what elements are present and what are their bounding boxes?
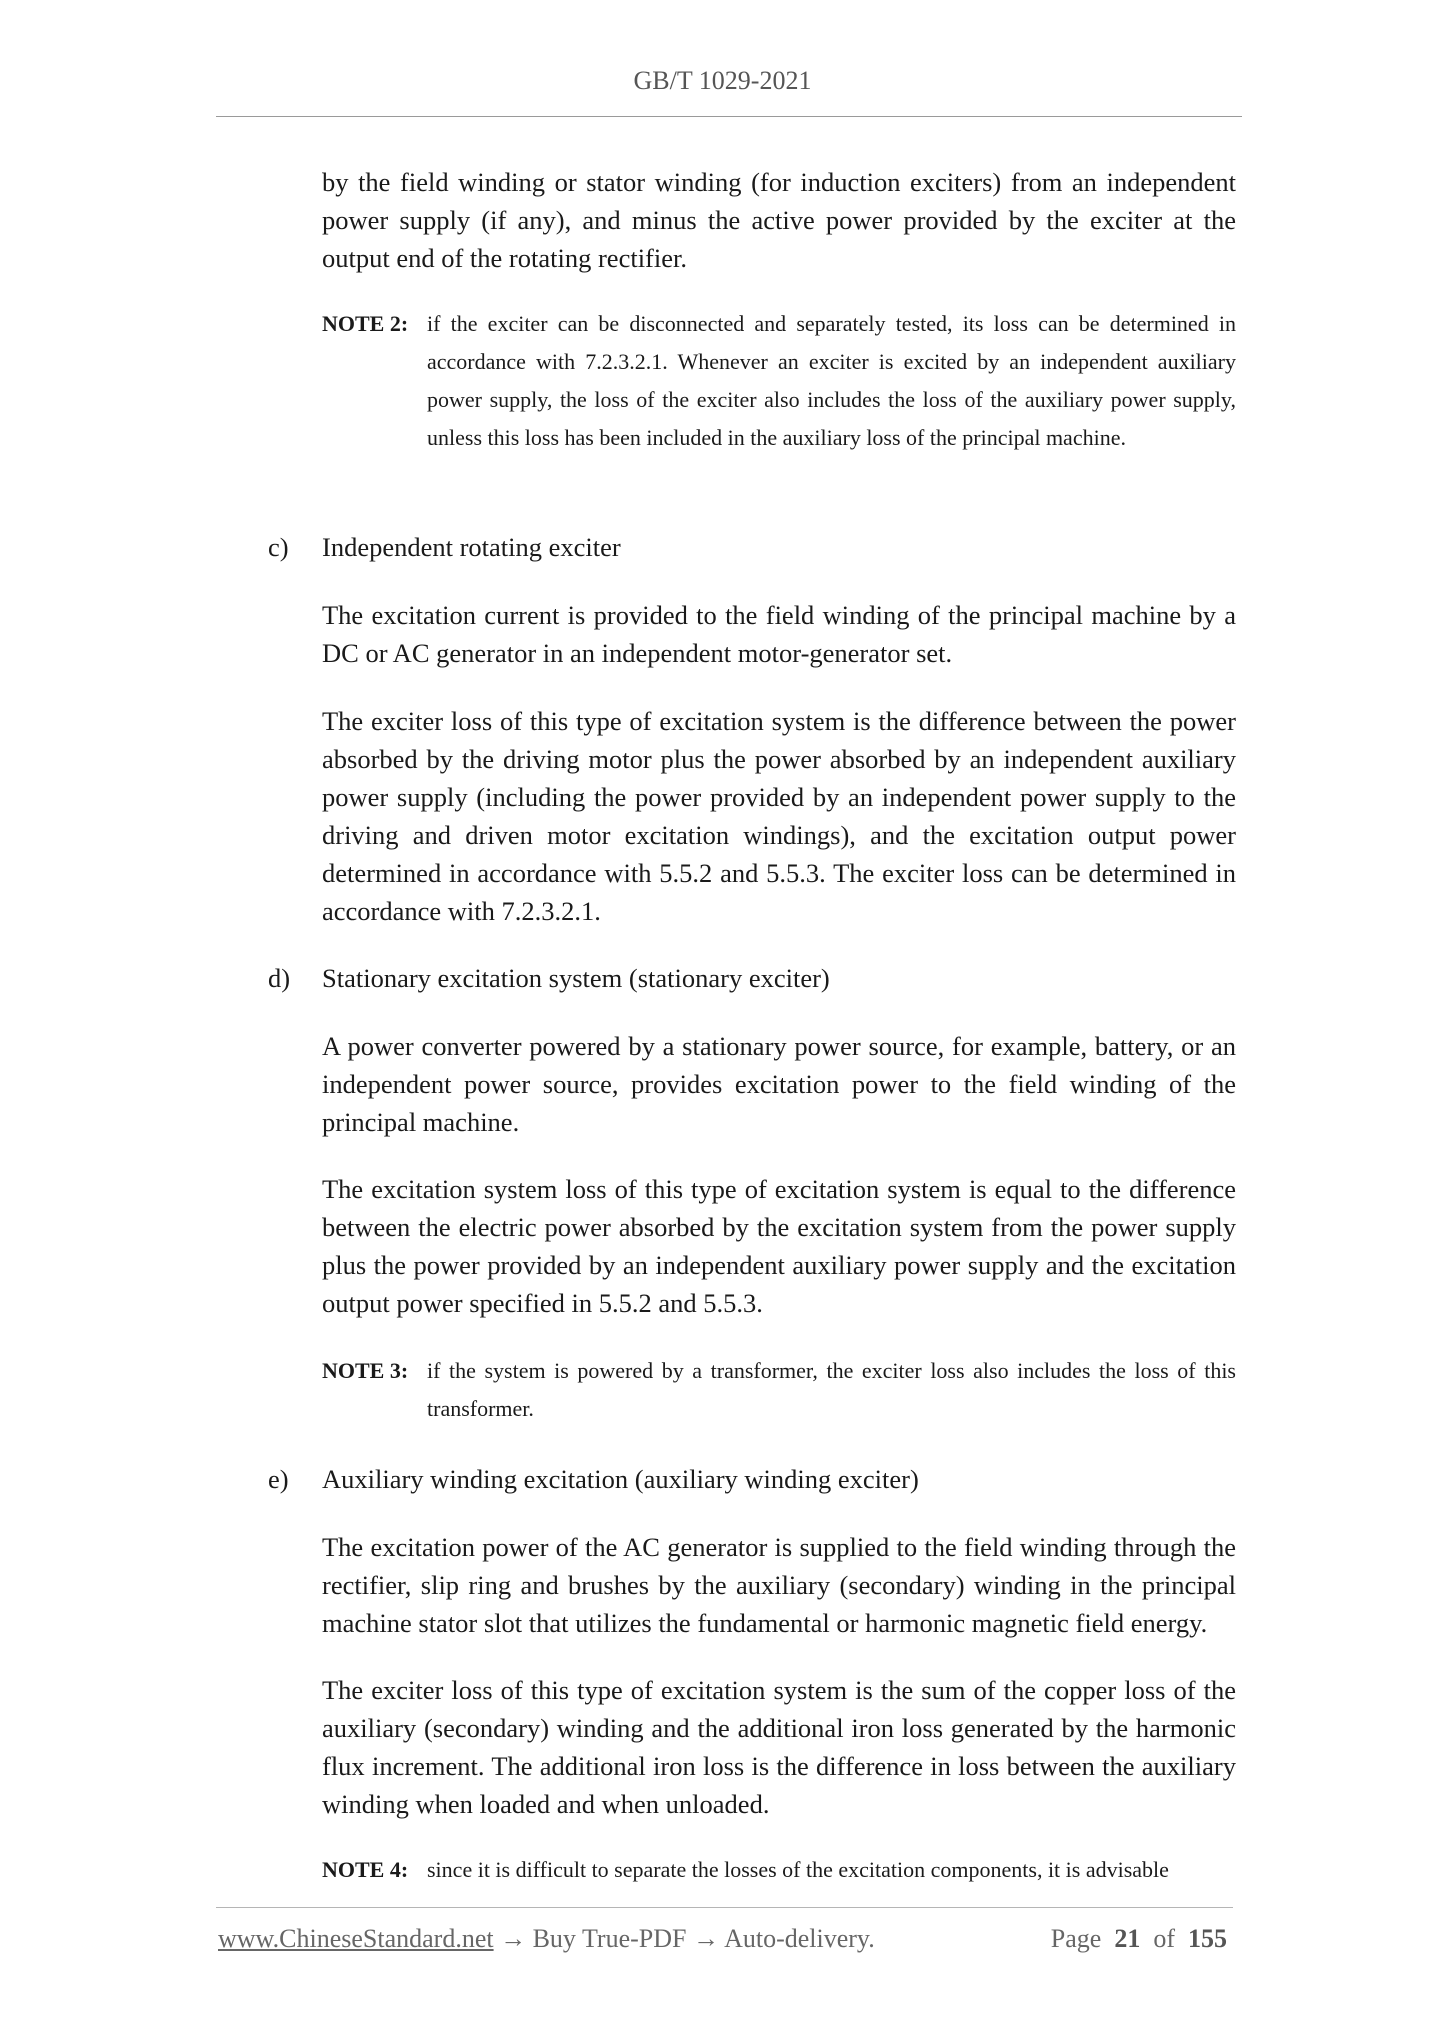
item-c-paragraph-1: The excitation current is provided to the field winding of the principal machine by a DC or AC generator in an independent motor-generator set. (322, 600, 1236, 668)
item-e-paragraph-1: The excitation power of the AC generator is supplied to the field winding through the rectifier, slip ring and brushes by the auxiliary (secondary) winding in the principal machine stator slot that utilizes the fundamental or harmonic magnetic field energy. (322, 1532, 1236, 1638)
footer-left (218, 1924, 875, 1953)
list-item-d (268, 959, 830, 997)
page-footer (218, 1924, 1233, 1954)
list-item-e-marker: e) (268, 1464, 289, 1494)
arrow-right-icon: → (693, 1924, 719, 1953)
note-3-text: if the system is powered by a transformer, the exciter loss also includes the loss of this transformer. (427, 1358, 1236, 1421)
arrow-right-icon: → (500, 1924, 527, 1953)
note-2-text: if the exciter can be disconnected and separately tested, its loss can be determined in accordance with 7.2.3.2.1. Whenever an exciter is excited by an independent auxiliary power supply, the loss of the exciter also includes the loss of the auxiliary power supply, unless this loss has been included in the auxiliary loss of the principal machine. (427, 311, 1236, 450)
header-divider (216, 116, 1242, 117)
note-4 (322, 1851, 1236, 1889)
item-d-paragraph-1: A power converter powered by a stationary power source, for example, battery, or an independent power source, provides excitation power to the field winding of the principal machine. (322, 1031, 1236, 1137)
item-c-paragraph-2: The exciter loss of this type of excitation system is the difference between the power absorbed by the driving motor plus the power absorbed by an independent auxiliary power supply (including the power provided by an independent power supply to the driving and driven motor excitation windings), and the excitation output power determined in accordance with 5.5.2 and 5.5.3. The exciter loss can be determined in accordance with 7.2.3.2.1. (322, 706, 1236, 926)
list-item-c (268, 528, 621, 566)
page-word: Page (1050, 1924, 1102, 1953)
list-item-d-title: Stationary excitation system (stationary exciter) (322, 963, 830, 993)
page-total: 155 (1188, 1924, 1227, 1953)
note-4-label: NOTE 4: (322, 1857, 409, 1882)
list-item-d-marker: d) (268, 963, 291, 993)
item-e-paragraph-2: The exciter loss of this type of excitation system is the sum of the copper loss of the auxiliary (secondary) winding and the additional iron loss generated by the harmonic flux increment. The additional iron loss is the difference in loss between the auxiliary winding when loaded and when unloaded. (322, 1675, 1236, 1819)
footer-site-link[interactable]: www.ChineseStandard.net (218, 1924, 494, 1953)
note-3-label: NOTE 3: (322, 1358, 409, 1383)
page-number (1051, 1924, 1227, 1954)
note-4-text: since it is difficult to separate the losses of the excitation components, it is advisable (427, 1857, 1169, 1882)
note-3 (322, 1352, 1236, 1428)
footer-buy-text: Buy True-PDF (532, 1924, 687, 1953)
item-d-paragraph-2: The excitation system loss of this type of excitation system is equal to the difference between the electric power absorbed by the excitation system from the power supply plus the power provided by an independent auxiliary power supply and the excitation output power specified in 5.5.2 and 5.5.3. (322, 1174, 1236, 1318)
intro-paragraph: by the field winding or stator winding (for induction exciters) from an independent power supply (if any), and minus the active power provided by the exciter at the output end of the rotating rectifier. (322, 167, 1236, 273)
list-item-c-marker: c) (268, 532, 289, 562)
footer-divider (216, 1907, 1233, 1908)
note-2 (322, 305, 1236, 457)
page-current: 21 (1114, 1924, 1141, 1953)
page-header-title: GB/T 1029-2021 (633, 66, 812, 95)
footer-delivery-text: Auto-delivery. (724, 1924, 875, 1953)
list-item-e (268, 1460, 919, 1498)
list-item-c-title: Independent rotating exciter (322, 532, 621, 562)
note-2-label: NOTE 2: (322, 311, 409, 336)
list-item-e-title: Auxiliary winding excitation (auxiliary winding exciter) (322, 1464, 919, 1494)
of-word: of (1153, 1924, 1175, 1953)
